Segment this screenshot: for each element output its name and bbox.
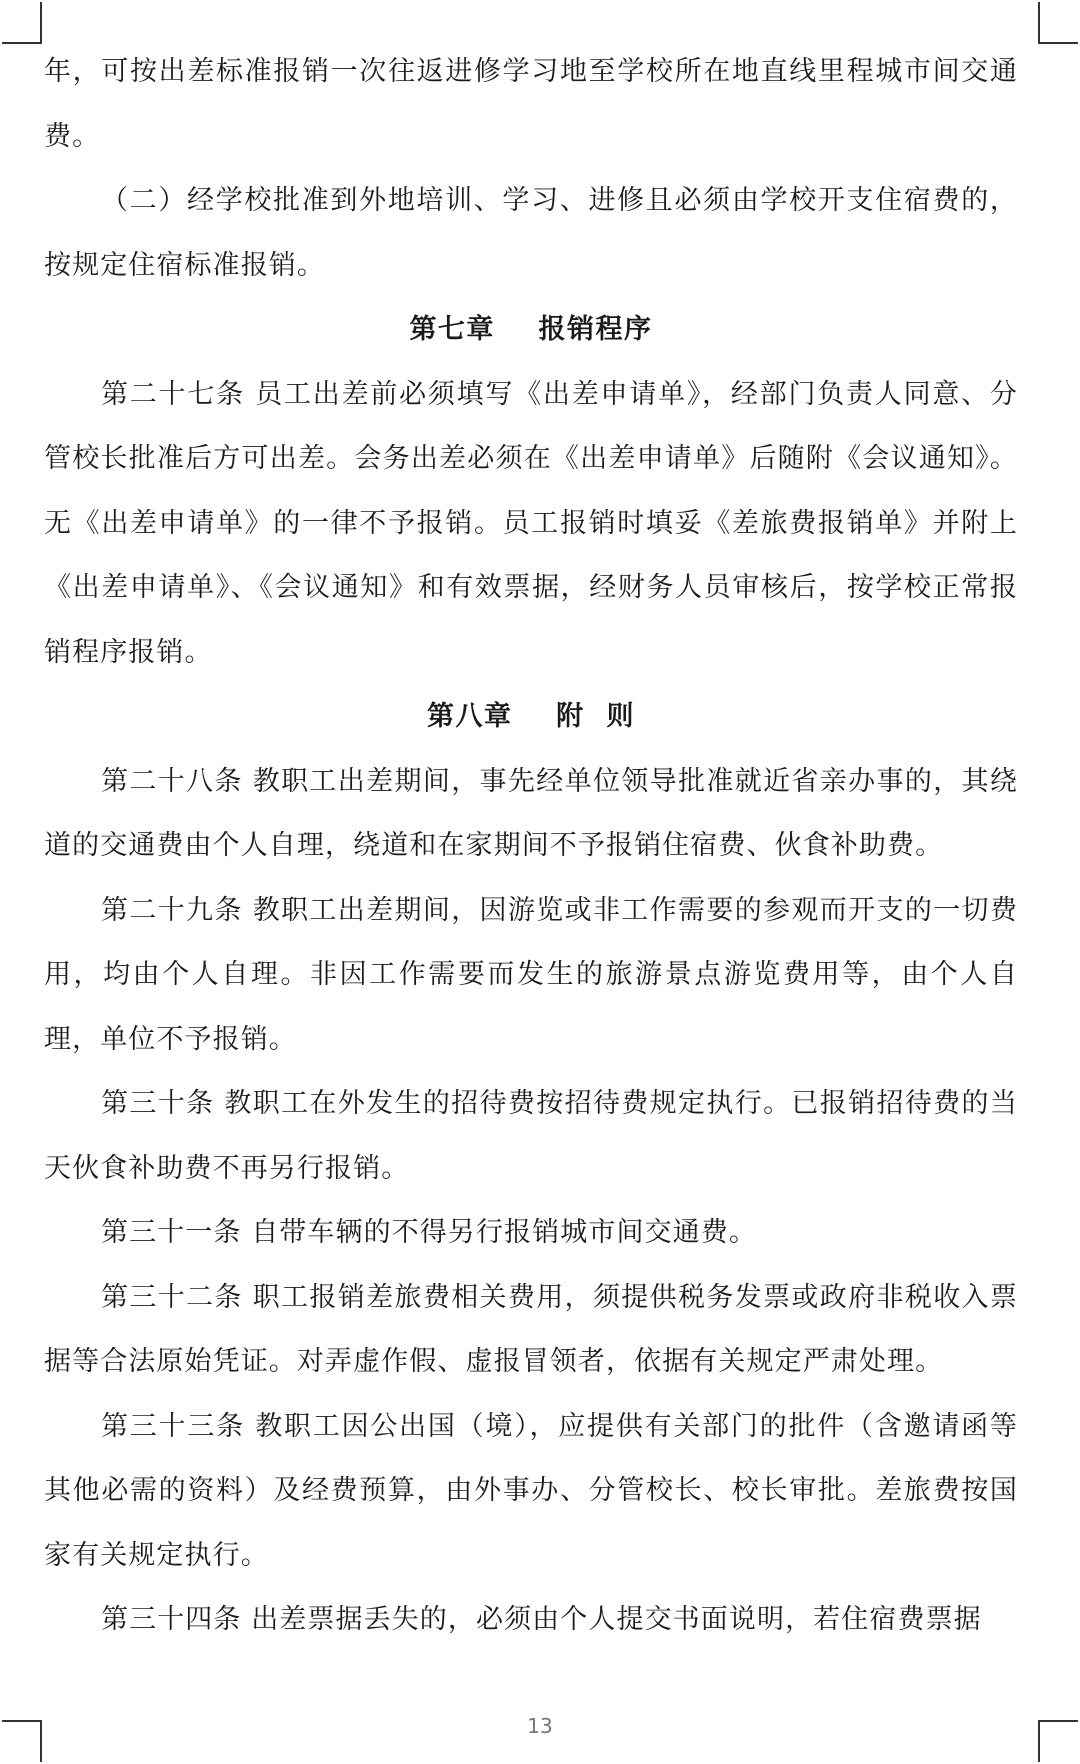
article-number: 第三十条 (101, 1088, 215, 1119)
article-text: 员工出差前必须填写《出差申请单》，经部门负责人同意、分管校长批准后方可出差。会务出差必须在《出差申请单》后随附《会议通知》。无《出差申请单》的一律不予报销。员工报销时填妥《差旅费报销单》并附上《出差申请单》、《会议通知》和有效票据，经财务人员审核后，按学校正常报销程序报销。 (44, 378, 1019, 668)
chapter-7-heading: 第七章 报销程序 (409, 314, 653, 345)
article-number: 第三十一条 (101, 1217, 242, 1248)
page-number: 13 (527, 1714, 553, 1738)
article-text: 教职工在外发生的招待费按招待费规定执行。已报销招待费的当天伙食补助费不再另行报销。 (44, 1088, 1018, 1184)
article-34 (44, 1588, 1018, 1653)
article-number: 第三十四条 (101, 1604, 242, 1635)
article-text: 教职工出差期间，因游览或非工作需要的参观而开支的一切费用，均由个人自理。非因工作需要而发生的旅游景点游览费用等，由个人自理，单位不予报销。 (44, 894, 1019, 1055)
article-text: 教职工因公出国（境），应提供有关部门的批件（含邀请函等其他必需的资料）及经费预算，由外事办、分管校长、校长审批。差旅费按国家有关规定执行。 (44, 1410, 1019, 1571)
article-number: 第三十三条 (101, 1410, 245, 1442)
chapter-8-heading: 第八章 附 则 (427, 701, 635, 732)
article-number: 第二十七条 (101, 378, 245, 410)
article-text: 职工报销差旅费相关费用，须提供税务发票或政府非税收入票据等合法原始凭证。对弄虚作假、虚报冒领者，依据有关规定严肃处理。 (44, 1281, 1019, 1377)
article-28 (44, 750, 1018, 879)
article-29 (44, 879, 1018, 1073)
crop-mark-top-left (2, 2, 42, 44)
article-text: 自带车辆的不得另行报销城市间交通费。 (251, 1217, 757, 1248)
article-33 (44, 1395, 1018, 1589)
article-31 (44, 1201, 1018, 1266)
paragraph-clause-two: （二）经学校批准到外地培训、学习、进修且必须由学校开支住宿费的，按规定住宿标准报销。 (44, 185, 1018, 281)
article-27 (44, 363, 1018, 686)
crop-mark-top-right (1038, 2, 1078, 44)
article-number: 第二十九条 (101, 894, 243, 926)
article-32 (44, 1266, 1018, 1395)
article-number: 第二十八条 (101, 765, 243, 797)
paragraph-continuation: 年，可按出差标准报销一次往返进修学习地至学校所在地直线里程城市间交通费。 (44, 56, 1018, 152)
document-body (44, 40, 1018, 1653)
article-text: 出差票据丢失的，必须由个人提交书面说明，若住宿费票据 (251, 1604, 982, 1635)
article-text: 教职工出差期间，事先经单位领导批准就近省亲办事的，其绕道的交通费由个人自理，绕道和在家期间不予报销住宿费、伙食补助费。 (44, 765, 1019, 861)
article-30 (44, 1072, 1018, 1201)
article-number: 第三十二条 (101, 1281, 243, 1313)
